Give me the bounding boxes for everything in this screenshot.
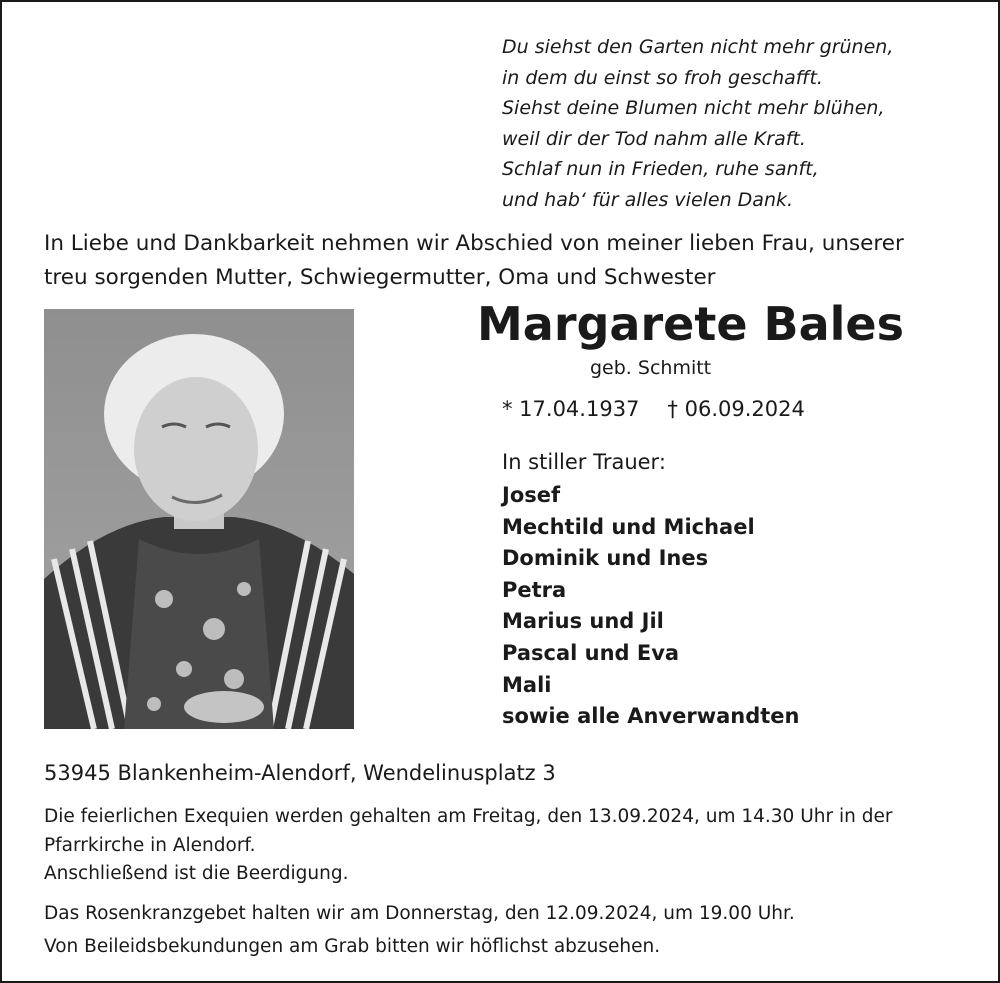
poem-line: Du siehst den Garten nicht mehr grünen, (502, 36, 894, 58)
service-line: Die feierlichen Exequien werden gehalten am Freitag, den 13.09.2024, um 14.30 Uhr in der (44, 806, 893, 827)
poem-line: weil dir der Tod nahm alle Kraft. (502, 127, 806, 150)
mourner-name: Marius und Jil (502, 609, 664, 634)
birth-date: * 17.04.1937 (502, 397, 640, 421)
mourner-name: Pascal und Eva (502, 640, 680, 665)
death-date: † 06.09.2024 (667, 397, 805, 421)
rosary-line: Das Rosenkranzgebet halten wir am Donnerstag, den 12.09.2024, um 19.00 Uhr. (44, 903, 795, 924)
rosary-notice (44, 900, 974, 929)
intro-line: treu sorgenden Mutter, Schwiegermutter, Oma und Schwester (44, 265, 716, 290)
mourner-name: sowie alle Anverwandten (502, 704, 800, 729)
service-line: Pfarrkirche in Alendorf. (44, 834, 256, 856)
service-line: Anschließend ist die Beerdigung. (44, 863, 349, 884)
poem (502, 32, 972, 215)
life-dates (502, 393, 805, 425)
mourner-name: Josef (502, 483, 561, 507)
condolence-line: Von Beileidsbekundungen am Grab bitten wir höflichst abzusehen. (44, 936, 661, 957)
address: 53945 Blankenheim-Alendorf, Wendelinusplatz 3 (44, 761, 556, 785)
intro-text (44, 227, 974, 295)
condolence-notice (44, 933, 974, 962)
mourner-name: Mechtild und Michael (502, 514, 755, 539)
portrait-illustration (44, 309, 354, 729)
poem-line: Siehst deine Blumen nicht mehr blühen, (502, 97, 885, 119)
mourners-list (502, 480, 799, 733)
intro-line: In Liebe und Dankbarkeit nehmen wir Abschied von meiner lieben Frau, unserer (44, 231, 904, 256)
deceased-name: Margarete Bales (477, 297, 905, 351)
mourner-name: Petra (502, 577, 567, 602)
mourner-name: Mali (502, 672, 552, 697)
service-details (44, 803, 974, 889)
portrait-photo-icon (44, 309, 354, 729)
poem-line: und hab‘ für alles vielen Dank. (502, 188, 794, 211)
poem-line: Schlaf nun in Frieden, ruhe sanft, (502, 158, 819, 180)
mourning-label: In stiller Trauer: (502, 450, 666, 474)
poem-line: in dem du einst so froh geschafft. (502, 66, 823, 89)
maiden-name: geb. Schmitt (590, 357, 712, 379)
mourner-name: Dominik und Ines (502, 546, 709, 571)
